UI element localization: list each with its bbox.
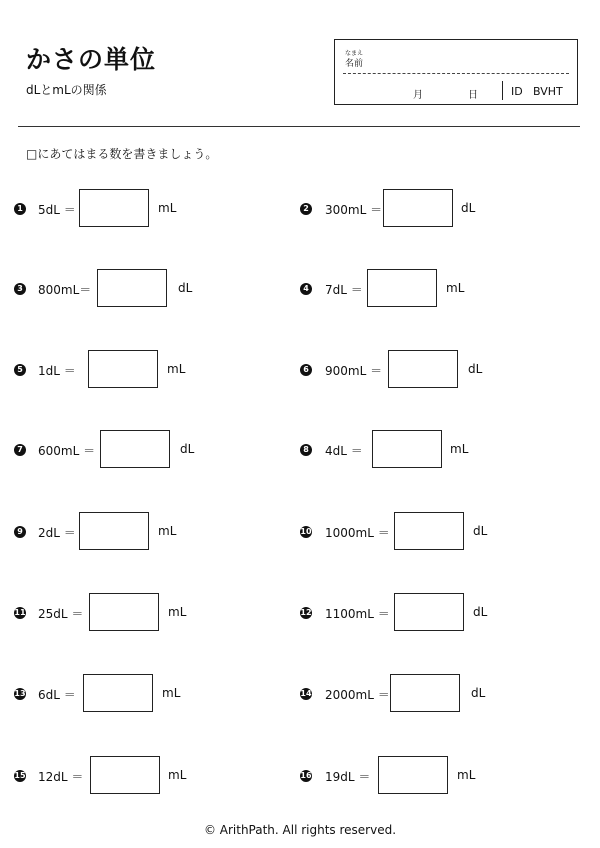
answer-box[interactable] (83, 674, 153, 712)
copyright-footer: © ArithPath. All rights reserved. (203, 823, 397, 837)
problem-left-side: 19dL ＝ (325, 770, 371, 784)
answer-unit: dL (180, 442, 195, 456)
answer-unit: dL (473, 605, 488, 619)
answer-unit: mL (162, 686, 181, 700)
instruction-text: □にあてはまる数を書きましょう。 (26, 147, 218, 161)
answer-box[interactable] (390, 674, 460, 712)
problem-left-side: 4dL ＝ (325, 444, 363, 458)
name-ruby: なまえ (345, 50, 364, 57)
day-label: 日 (468, 90, 478, 101)
answer-box[interactable] (394, 512, 464, 550)
problem-left-side: 1dL ＝ (38, 364, 76, 378)
answer-box[interactable] (79, 189, 149, 227)
problem-left-side: 2dL ＝ (38, 526, 76, 540)
problem-number: 15 (14, 771, 26, 780)
name-label: 名前 (345, 59, 364, 69)
answer-box[interactable] (372, 430, 442, 468)
problem-left-side: 12dL ＝ (38, 770, 84, 784)
problem-number: 7 (14, 444, 26, 456)
problem-number: 3 (14, 283, 26, 295)
problem-number: 13 (14, 689, 26, 698)
problem-number: 4 (300, 283, 312, 295)
month-label: 月 (413, 90, 423, 101)
worksheet-subtitle: dLとmLの関係 (26, 83, 107, 97)
problem-left-side: 2000mL ＝ (325, 688, 390, 702)
answer-box[interactable] (90, 756, 160, 794)
problem-number: 12 (300, 608, 312, 617)
worksheet-title: かさの単位 (26, 45, 157, 74)
answer-unit: mL (168, 768, 187, 782)
id-value: BVHT (533, 85, 563, 98)
answer-box[interactable] (79, 512, 149, 550)
problem-number: 2 (300, 203, 312, 215)
answer-box[interactable] (394, 593, 464, 631)
answer-box[interactable] (88, 350, 158, 388)
name-box (334, 39, 578, 105)
answer-unit: mL (450, 442, 469, 456)
problem-left-side: 7dL ＝ (325, 283, 363, 297)
header-rule (18, 126, 580, 127)
id-label: ID (511, 85, 523, 98)
problem-number: 10 (300, 527, 312, 536)
answer-unit: mL (457, 768, 476, 782)
problem-number: 16 (300, 771, 312, 780)
answer-unit: dL (473, 524, 488, 538)
problem-left-side: 300mL ＝ (325, 203, 383, 217)
answer-box[interactable] (367, 269, 437, 307)
answer-unit: mL (168, 605, 187, 619)
answer-unit: dL (178, 281, 193, 295)
answer-box[interactable] (378, 756, 448, 794)
problem-number: 14 (300, 689, 312, 698)
answer-unit: dL (468, 362, 483, 376)
problem-left-side: 5dL ＝ (38, 203, 76, 217)
problem-number: 9 (14, 526, 26, 538)
problem-number: 1 (14, 203, 26, 215)
problem-left-side: 25dL ＝ (38, 607, 84, 621)
answer-box[interactable] (388, 350, 458, 388)
answer-box[interactable] (100, 430, 170, 468)
problem-number: 8 (300, 444, 312, 456)
problem-left-side: 900mL ＝ (325, 364, 383, 378)
answer-box[interactable] (383, 189, 453, 227)
problem-left-side: 800mL＝ (38, 283, 92, 297)
problem-left-side: 6dL ＝ (38, 688, 76, 702)
name-writing-line[interactable] (343, 73, 569, 74)
problem-left-side: 600mL ＝ (38, 444, 96, 458)
answer-unit: mL (158, 201, 177, 215)
answer-unit: dL (461, 201, 476, 215)
problem-number: 5 (14, 364, 26, 376)
answer-unit: mL (158, 524, 177, 538)
problem-left-side: 1000mL ＝ (325, 526, 390, 540)
answer-unit: mL (446, 281, 465, 295)
answer-box[interactable] (97, 269, 167, 307)
problem-number: 11 (14, 608, 26, 617)
answer-box[interactable] (89, 593, 159, 631)
problem-left-side: 1100mL ＝ (325, 607, 390, 621)
answer-unit: mL (167, 362, 186, 376)
problem-number: 6 (300, 364, 312, 376)
answer-unit: dL (471, 686, 486, 700)
name-box-divider (502, 81, 503, 100)
